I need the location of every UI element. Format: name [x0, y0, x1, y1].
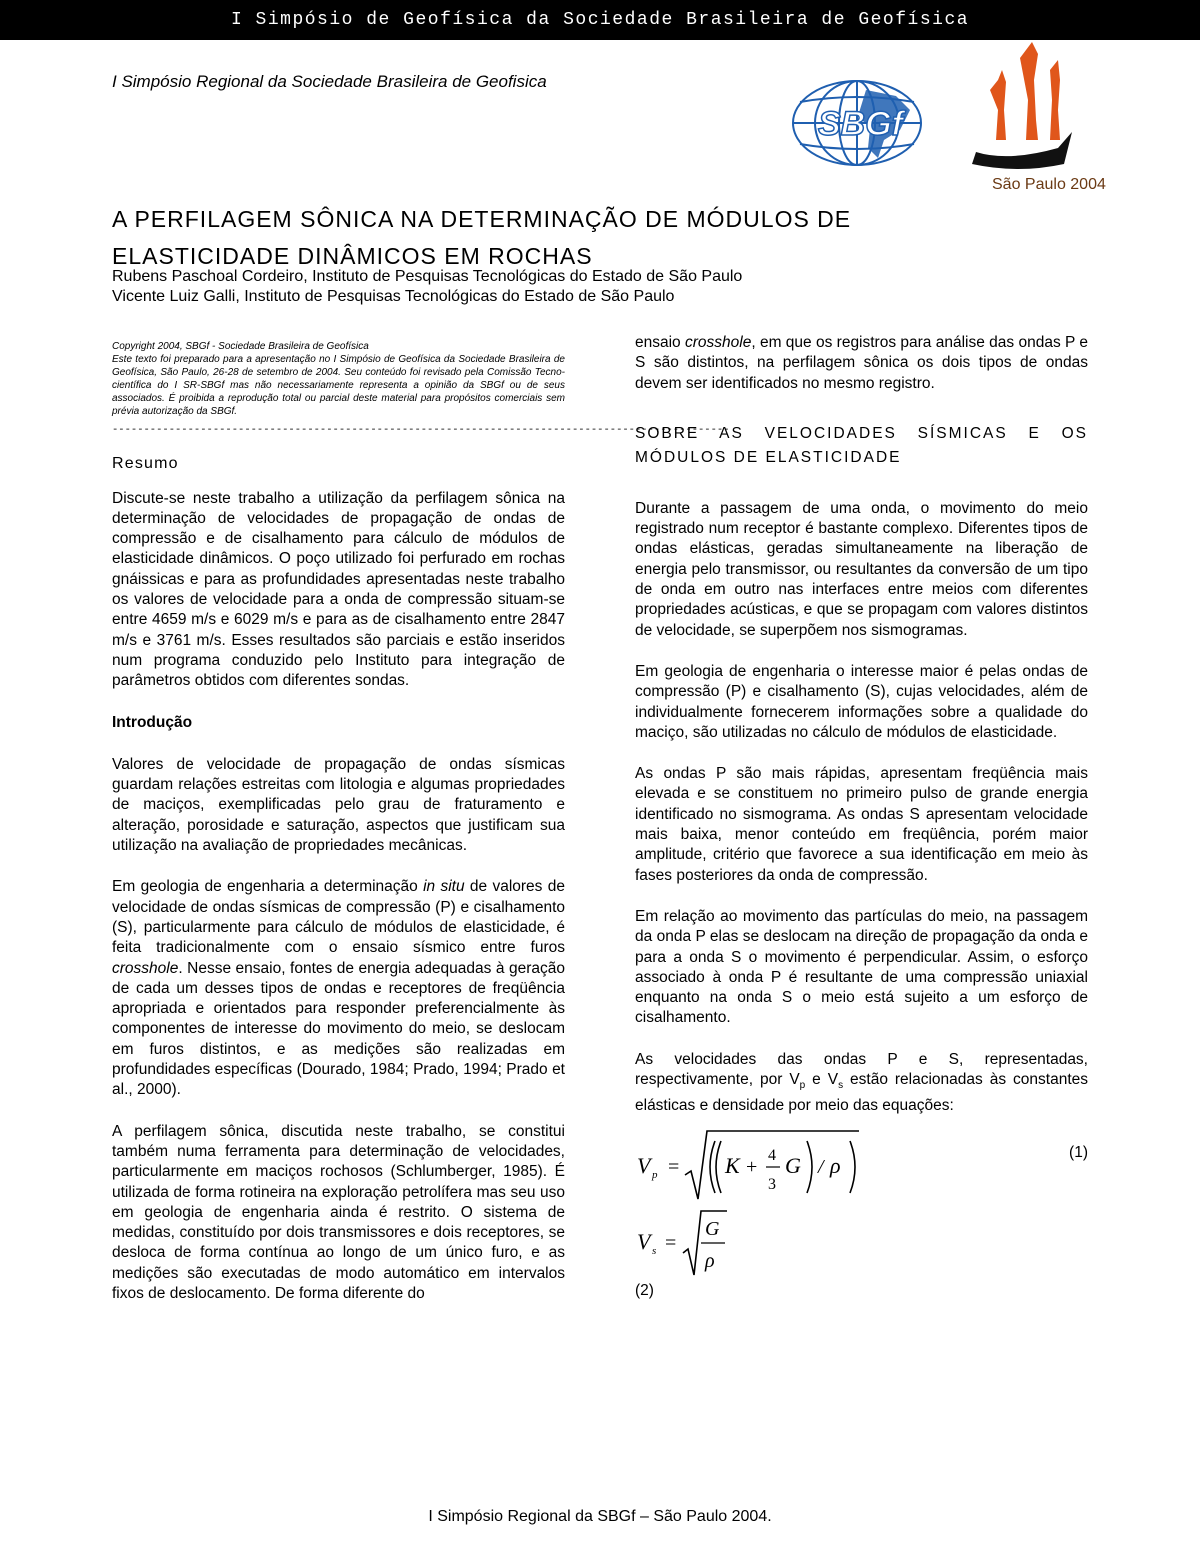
conference-title: I Simpósio Regional da Sociedade Brasileira de Geofisica [112, 72, 547, 91]
author-1: Rubens Paschoal Cordeiro, Instituto de Pesquisas Tecnológicas do Estado de São Paulo [112, 268, 743, 285]
eq2-rho: ρ [705, 1249, 715, 1272]
copyright-notice: Copyright 2004, SBGf - Sociedade Brasileira de Geofísica [112, 341, 369, 352]
introducao-heading: Introdução [112, 713, 193, 731]
continuation-paragraph: ensaio crosshole, em que os registros para análise das ondas P e S são distintos, na perfilagem sônica os dois tipos de ondas devem ser identificados no mesmo registro. [635, 334, 1088, 392]
sbgf-logo-text: SBGf [818, 105, 903, 143]
author-2: Vicente Luiz Galli, Instituto de Pesquisas Tecnológicas do Estado de São Paulo [112, 288, 675, 305]
intro-paragraph-3: A perfilagem sônica, discutida neste trabalho, se constitui também numa ferramenta para determinação de velocidades, particularmente em maciços rochosos (Schlumberger, 1985). É utilizada de forma rotineira na exploração petrolífera mas seu uso em geologia de engenharia ainda é restrito. O sistema de medidas, constituído por dois transmissores e dois receptores, se desloca de forma contínua ao longo de um único furo, e as medições são executadas de modo automático em intervalos fixos de deslocamento. De forma diferente do [112, 1122, 565, 1302]
eq1-v: V [637, 1152, 651, 1178]
in-situ-term: in situ [423, 878, 465, 896]
sbgf-logo [788, 78, 926, 168]
crosshole-term-2: crosshole [685, 334, 752, 351]
right-paragraph-2: Em geologia de engenharia o interesse maior é pelas ondas de compressão (P) e cisalhamento (S), cujas velocidades, além de individualmente fornecerem informações sobre a qualidade do maciço, são utilizadas no cálculo de módulos de elasticidade. [635, 662, 1088, 741]
resumo-paragraph: Discute-se neste trabalho a utilização da perfilagem sônica na determinação de velocidades de propagação de ondas de compressão e de cisalhamento para cálculo de módulos de elasticidade dinâmicos. O poço utilizado foi perfurado em rochas gnáissicas e para as profundidades apresentadas neste trabalho os valores de velocidade para a onda de compressão situam-se entre 4659 m/s e 6029 m/s e para as de cisalhamento entre 2847 m/s e 3761 m/s. Esses resultados são parciais e estão inseridos num programa conduzido pelo Instituto para integração de parâmetros obtidos com diferentes sondas. [112, 489, 565, 690]
intro-paragraph-2: Em geologia de engenharia a determinação in situ de valores de velocidade de ondas sísmicas de compressão (P) e cisalhamento (S), particularmente para cálculo de módulos de elasticidade, é feita tradicionalmente com o ensaio sísmico entre furos crosshole. Nesse ensaio, fontes de energia adequadas à geração de cada um desses tipos de ondas e receptores de freqüência apropriada e orientados para responder preferencialmente às componentes de interesse do movimento do meio, se deslocam em furos distintos, e as medições são realizadas em profundidades específicas (Dourado, 1984; Prado, 1994; Prado et al., 2000). [112, 878, 565, 1099]
sao-paulo-2004-label: São Paulo 2004 [992, 176, 1106, 193]
crosshole-term: crosshole [112, 959, 179, 977]
eq2-equals: = [665, 1231, 677, 1254]
right-paragraph-3: As ondas P são mais rápidas, apresentam freqüência mais elevada e se constituem no primeiro pulso de grande energia identificado no sismograma. As ondas S apresentam velocidade mais baixa, menor conteúdo em freqüência, porém maior amplitude, critério que favorece a sua identificação em meio às fases posteriores da onda de compressão. [635, 765, 1088, 884]
right-paragraph-4: Em relação ao movimento das partículas do meio, na passagem da onda P elas se deslocam na direção de propagação da onda e para a onda S o movimento é perpendicular. Assim, o esforço associado à onda P é resultante de uma compressão uniaxial enquanto na onda S o meio está sujeito a um esforço de cisalhamento. [635, 907, 1088, 1027]
paper-title-line-1: A PERFILAGEM SÔNICA NA DETERMINAÇÃO DE MÓDULOS DE [112, 206, 852, 232]
right-paragraph-5: As velocidades das ondas P e S, representadas, respectivamente, por $V_p$ e $V_s$ estão relacionadas às constantes elásticas e densidade por meio das equações: [635, 1050, 1088, 1115]
eq1-plus: + [746, 1155, 758, 1178]
equation-2-label: (2) [635, 1281, 654, 1299]
equations [635, 1117, 1088, 1307]
eq1-slash: / [818, 1155, 824, 1178]
right-column [635, 333, 1088, 1307]
eq1-sub: p [652, 1168, 658, 1181]
eq1-g: G [785, 1152, 801, 1178]
eq2-v: V [637, 1228, 651, 1254]
eq1-rho: ρ [830, 1152, 841, 1178]
author-list [112, 267, 742, 307]
separator-line: -------------------------------------------------------------------------------------------------- [112, 424, 730, 436]
equation-1 [635, 1127, 875, 1203]
resumo-heading: Resumo [112, 455, 179, 473]
paper-title [112, 201, 1092, 275]
page-footer: I Simpósio Regional da SBGf – São Paulo 2004. [428, 1508, 772, 1525]
running-header: I Simpósio de Geofísica da Sociedade Brasileira de Geofísica [0, 0, 1200, 40]
sao-paulo-2004-logo [968, 40, 1078, 175]
eq2-sub: s [652, 1244, 657, 1257]
equation-2 [635, 1207, 745, 1279]
eq1-k: K [725, 1152, 740, 1178]
equation-1-label: (1) [1069, 1143, 1088, 1161]
right-paragraph-1: Durante a passagem de uma onda, o movimento do meio registrado num receptor é bastante complexo. Diferentes tipos de ondas elásticas, geradas simultaneamente na liberação de energia pelo transmissor, ou resultantes da conversão de um tipo de onda em outro nas interfaces entre meios com diferentes propriedades acústicas, e que se propagam com valores distintos de velocidade, se superpõem nos sismogramas. [635, 499, 1088, 639]
eq2-g: G [705, 1217, 720, 1240]
presentation-notice: Este texto foi preparado para a apresentação no I Simpósio de Geofísica da Sociedade Brasileira de Geofísica, São Paulo, 26-28 de setembro de 2004. Seu conteúdo foi revisado pela Comissão Tecno-científica do I SR-SBGf mas não necessariamente representa a opinião da SBGf ou de seus associados. É proibida a reprodução total ou parcial deste material para propósitos comerciais sem prévia autorização da SBGf. [112, 354, 565, 417]
left-column [112, 340, 730, 1304]
intro-paragraph-1: Valores de velocidade de propagação de ondas sísmicas guardam relações estreitas com litologia e algumas propriedades de maciços, exemplificadas pelo grau de fraturamento e alteração, porosidade e saturação, aspectos que justificam sua utilização na avaliação de propriedades mecânicas. [112, 755, 565, 855]
paper-title-line-2: ELASTICIDADE DINÂMICOS EM ROCHAS [112, 243, 593, 269]
section-heading-velocidades: SOBRE AS VELOCIDADES SÍSMICAS E OS MÓDULOS DE ELASTICIDADE [635, 424, 1088, 466]
eq1-denominator: 3 [768, 1175, 776, 1193]
eq1-equals: = [668, 1155, 680, 1178]
eq1-numerator: 4 [768, 1146, 776, 1164]
